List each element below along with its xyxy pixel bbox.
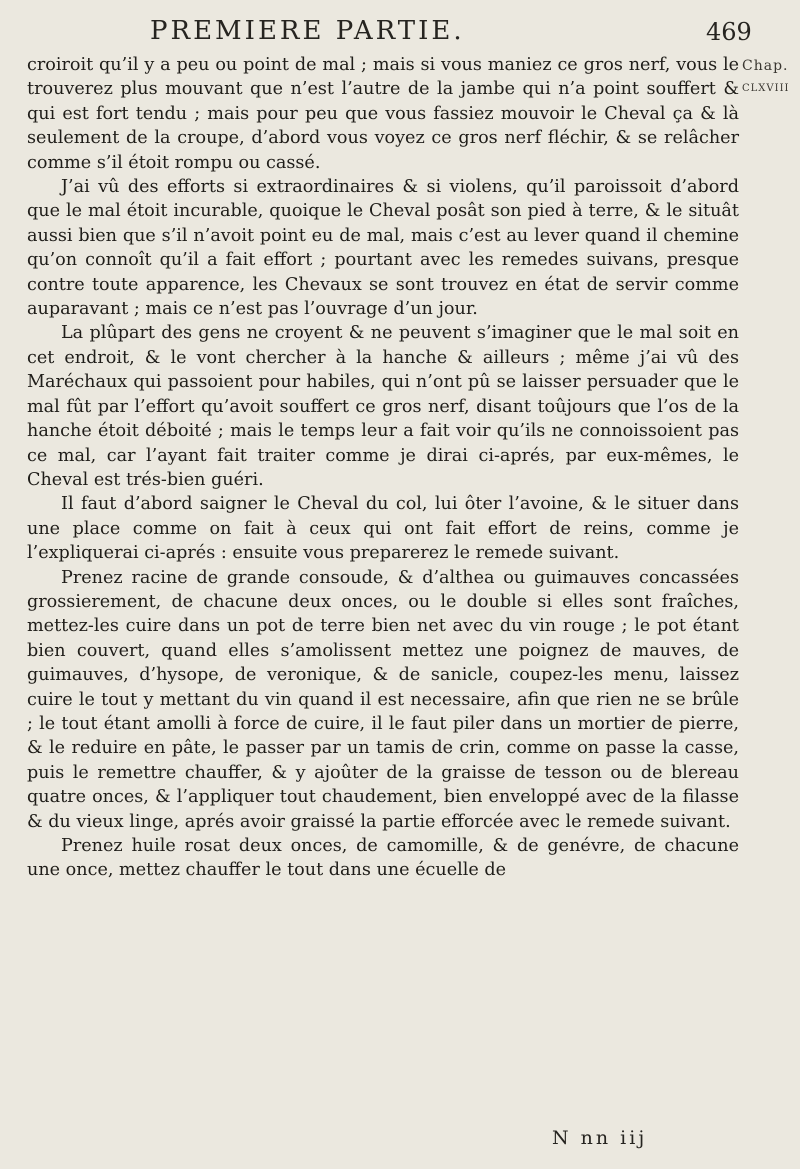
page-number: 469 [706,18,752,46]
paragraph-remedy-1: Prenez racine de grande consoude, & d’althea ou guimauves concassées grossierement, de chacune deux onces, ou le double si elles sont fraîches, mettez-les cuire dans un pot de terre bien net avec du vin rouge ; le pot étant bien couvert, quand elles s’amolissent mettez une poignez de mauves, de guimauves, d’hysope, de veronique, & de sanicle, coupez-les menu, laissez cuire le tout y mettant du vin quand il est necessaire, afin que rien ne se brûle ; le tout étant amolli à force de cuire, il le faut piler dans un mortier de pierre, & le reduire en pâte, le passer par un tamis de crin, comme on passe la casse, puis le remettre chauffer, & y ajoûter de la graisse de tesson ou de blereau quatre onces, & l’appliquer tout chaudement, bien enveloppé avec de la filasse & du vieux linge, aprés avoir graissé la partie efforcée avec le remede suivant. [27,567,739,832]
paragraph-continuation: croiroit qu’il y a peu ou point de mal ; mais si vous maniez ce gros nerf, vous le trouverez plus mouvant que n’est l’autre de la jambe qui n’a point souffert & qui est fort tendu ; mais pour peu que vous fassiez mouvoir le Cheval ça & là seulement de la croupe, d’abord vous voyez ce gros nerf fléchir, & se relâcher comme s’il étoit rompu ou cassé. [27,55,739,173]
margin-chapter-label: Chap. [742,58,789,74]
paragraph-opinions: La plûpart des gens ne croyent & ne peuvent s’imaginer que le mal soit en cet endroit, & le vont chercher à la hanche & ailleurs ; même j’ai vû des Maréchaux qui passoient pour habiles, qui n’ont pû se laisser persuader que le mal fût par l’effort qu’avoit souffert ce gros nerf, disant toûjours que l’os de la hanche étoit déboité ; mais le temps leur a fait voir qu’ils ne connoissoient pas ce mal, car l’ayant fait traiter comme je dirai ci-aprés, par eux-mêmes, le Cheval est trés-bien guéri. [27,323,739,490]
running-title: PREMIERE PARTIE. [150,16,465,46]
paragraph-efforts: J’ai vû des efforts si extraordinaires & si violens, qu’il paroissoit d’abord que le mal étoit incurable, quoique le Cheval posât son pied à terre, & le situât aussi bien que s’il n’avoit point eu de mal, mais c’est au lever quand il chemine qu’on connoît qu’il a fait effort ; pourtant avec les remedes suivans, presque contre toute apparence, les Chevaux se sont trouvez en état de servir comme auparavant ; mais ce n’est pas l’ouvrage d’un jour. [27,177,739,320]
margin-chapter-number: CLXVIII [742,83,790,94]
paragraph-remedy-2: Prenez huile rosat deux onces, de camomille, & de genévre, de chacune une once, mettez chauffer le tout dans une écuelle de [27,836,739,881]
body-text [27,53,739,883]
paragraph-treatment: Il faut d’abord saigner le Cheval du col, lui ôter l’avoine, & le situer dans une place comme on fait à ceux qui ont fait effort de reins, comme je l’expliquerai ci-aprés : ensuite vous preparerez le remede suivant. [27,494,739,564]
signature-mark: N nn iij [552,1127,648,1149]
